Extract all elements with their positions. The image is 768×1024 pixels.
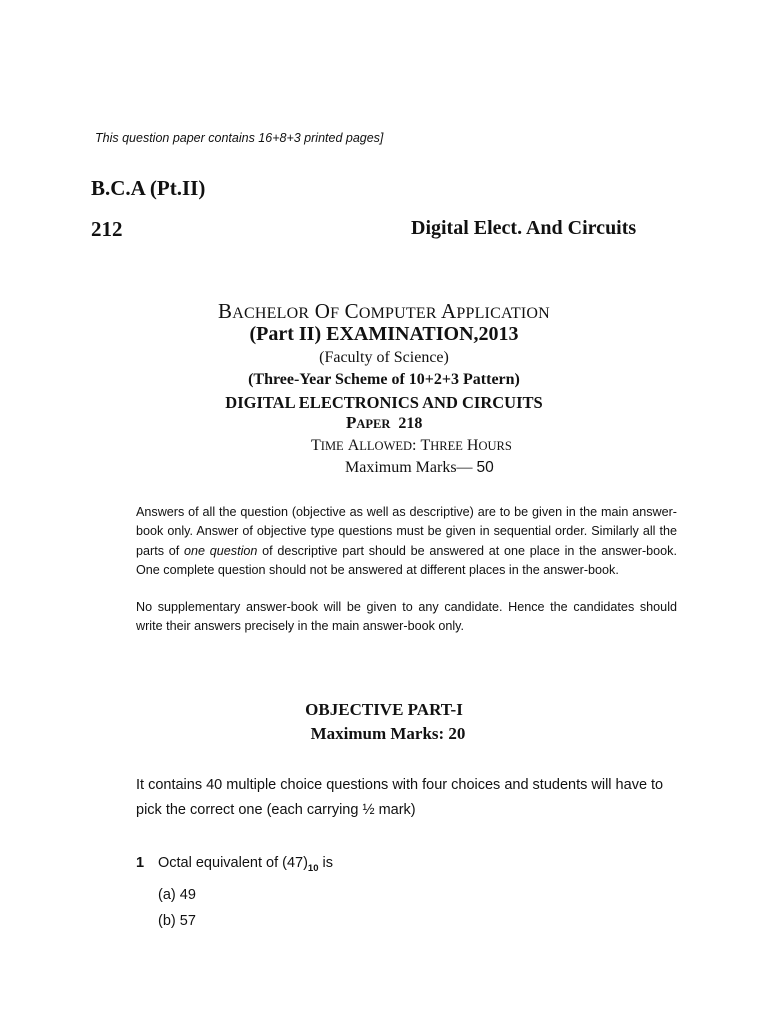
title-smallcaps: HREE: [430, 439, 463, 453]
question-1: [136, 850, 333, 934]
faculty: (Faculty of Science): [319, 349, 449, 366]
question-text: Octal equivalent of (47): [158, 855, 308, 871]
max-marks-label: Maximum Marks—: [345, 459, 473, 476]
subject-title: Digital Elect. And Circuits: [411, 217, 637, 239]
question-stem: [136, 850, 333, 882]
question-number: 1: [136, 855, 145, 871]
title-smallcaps: APER: [356, 417, 391, 431]
max-marks-value: 50: [476, 459, 494, 476]
title-smallcaps: ACHELOR: [232, 305, 310, 322]
title-letter: H: [466, 437, 479, 454]
title-letter: B: [218, 299, 233, 323]
exam-title: (Part II) EXAMINATION,2013: [249, 323, 519, 345]
title-smallcaps: LLOWED: [359, 439, 413, 453]
title-bachelor: [0, 299, 768, 324]
instructions: [136, 503, 677, 637]
paper-number: [346, 413, 422, 433]
paper-name: DIGITAL ELECTRONICS AND CIRCUITS: [225, 393, 543, 412]
time-allowed: TIME ALLOWED: THREE HOURS: [311, 437, 512, 454]
title-letter: A: [441, 299, 457, 323]
course-code: 212: [91, 217, 123, 241]
option-b: (b) 57: [158, 912, 196, 929]
objective-intro: It contains 40 multiple choice questions with four choices and students will have to pick the correct one (each carrying ½ mark): [136, 777, 664, 818]
scheme: (Three-Year Scheme of 10+2+3 Pattern): [248, 371, 520, 388]
title-letter: A: [347, 437, 360, 454]
question-subscript: 10: [307, 862, 319, 874]
title-smallcaps: PPLICATION: [456, 305, 550, 322]
instruction-para-1: [136, 503, 677, 580]
instruction-emphasis: one question: [184, 543, 258, 558]
max-marks: [345, 459, 494, 477]
title-letter: T: [420, 437, 431, 454]
instruction-para-2: No supplementary answer-book will be given to any candidate. Hence the candidates should write their answers precisely in the main answer-book only.: [136, 600, 677, 634]
title-smallcaps: OURS: [478, 439, 512, 453]
instruction-text: Answers of all the question (objective as well as descriptive) are to be given in the main answer-book only. Answer of objective type questions must be given in sequential order. Similarly all the parts of: [136, 505, 677, 558]
title-smallcaps: F: [330, 305, 340, 322]
title-letter: O: [314, 299, 331, 323]
title-smallcaps: IME: [320, 439, 344, 453]
header-note: This question paper contains 16+8+3 printed pages]: [95, 131, 384, 145]
title-letter: P: [346, 413, 357, 432]
paper-no-value: 218: [398, 415, 423, 432]
objective-heading: OBJECTIVE PART-I: [305, 700, 463, 719]
title-letter: C: [344, 299, 359, 323]
title-smallcaps: OMPUTER: [358, 305, 437, 322]
objective-marks: Maximum Marks: 20: [310, 724, 466, 743]
title-letter: T: [311, 437, 321, 454]
instruction-text: of descriptive part should be answered at one place in the answer-book. One complete question should not be answered at different places in the answer-book.: [136, 543, 677, 577]
question-text-end: is: [318, 855, 333, 871]
course-name: B.C.A (Pt.II): [91, 176, 206, 200]
option-a: (a) 49: [158, 886, 196, 903]
